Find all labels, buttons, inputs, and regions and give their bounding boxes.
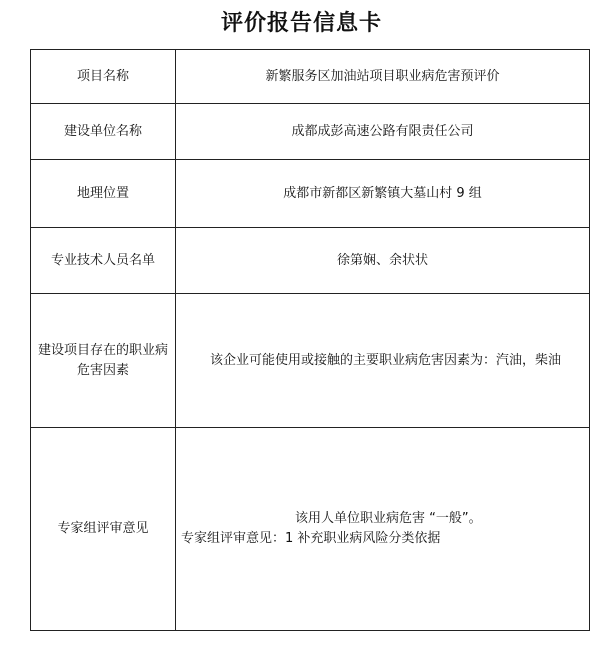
project-name-value: 新繁服务区加油站项目职业病危害预评价 <box>176 50 590 104</box>
info-card-table <box>30 49 590 631</box>
expert-opinion-line-1: 该用人单位职业病危害 “一般”。 <box>295 511 482 526</box>
staff-value: 徐第娴、余状状 <box>176 228 590 294</box>
location-value: 成都市新都区新繁镇大墓山村 9 组 <box>176 160 590 228</box>
expert-opinion-text <box>176 509 589 549</box>
expert-opinion-cell <box>176 428 590 631</box>
table-row <box>31 294 590 428</box>
page-title: 评价报告信息卡 <box>220 10 382 36</box>
table-row <box>31 160 590 228</box>
hazard-factors-value: 该企业可能使用或接触的主要职业病危害因素为：汽油，柴油 <box>176 294 590 428</box>
hazard-factors-label: 建设项目存在的职业病危害因素 <box>31 294 176 428</box>
staff-label: 专业技术人员名单 <box>31 228 176 294</box>
expert-opinion-line-2: 专家组评审意见：1 补充职业病风险分类依据 <box>181 531 441 546</box>
table-row <box>31 228 590 294</box>
builder-label: 建设单位名称 <box>31 104 176 160</box>
table-row <box>31 104 590 160</box>
table-row <box>31 50 590 104</box>
builder-value: 成都成彭高速公路有限责任公司 <box>176 104 590 160</box>
location-label: 地理位置 <box>31 160 176 228</box>
project-name-label: 项目名称 <box>31 50 176 104</box>
expert-opinion-label: 专家组评审意见 <box>31 428 176 631</box>
table-row <box>31 428 590 631</box>
